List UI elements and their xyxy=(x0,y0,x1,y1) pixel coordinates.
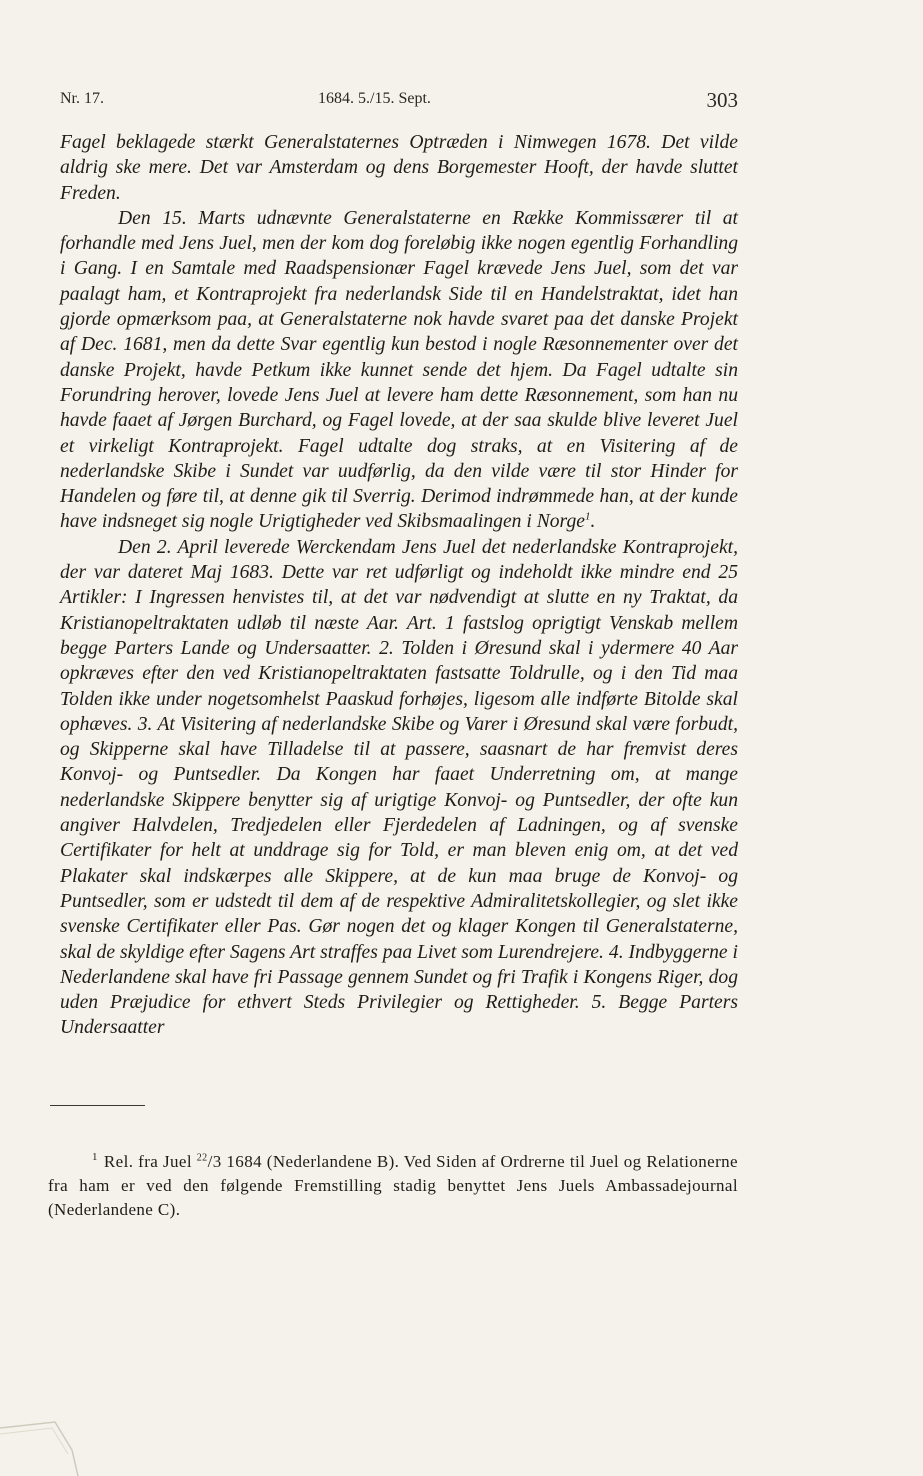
paragraph-2-end: . xyxy=(590,511,596,533)
paragraph-1: Fagel beklagede stærkt Generalstaternes Optræden i Nimwegen 1678. Det vilde aldrig ske mere. Det var Amsterdam og dens Borgemester Hooft, der havde sluttet Freden. xyxy=(60,132,738,204)
header-date: 1684. 5./15. Sept. xyxy=(318,90,431,107)
footnote-reference: 1 xyxy=(584,510,591,523)
main-text xyxy=(60,130,738,1041)
running-header xyxy=(60,90,738,114)
paragraph-2 xyxy=(60,206,738,535)
footnote-text-rest: /3 1684 (Nederlandene B). Ved Siden af Ordrerne til Juel og Relationerne fra ham er ved den følgende Fremstilling stadig benyttet Jens Juels Ambassadejournal (Nederlandene C). xyxy=(48,1152,738,1219)
footnote-marker: 1 xyxy=(92,1151,98,1164)
paragraph-2-text: Den 15. Marts udnævnte Generalstaterne en Række Kommissærer til at forhandle med Jens Juel, men der kom dog foreløbig ikke nogen egentlig Forhandling i Gang. I en Samtale med Raadspensionær Fagel krævede Jens Juel, som det var paalagt ham, et Kontraprojekt fra nederlandsk Side til en Handelstraktat, idet han gjorde opmærksom paa, at Generalstaterne nok havde svaret paa det danske Projekt af Dec. 1681, men da dette Svar egentlig kun bestod i nogle Ræsonnementer over det danske Projekt, havde Petkum ikke kunnet sende det hjem. Da Fagel udtalte sin Forundring herover, lovede Jens Juel at levere ham dette Ræsonnement, som han nu havde faaet af Jørgen Burchard, og Fagel lovede, at der saa skulde blive leveret Juel et virkeligt Kontraprojekt. Fagel udtalte dog straks, at en Visitering af de nederlandske Skibe i Sundet var uudførlig, da den vilde være til stor Hinder for Handelen og føre til, at denne gik til Sverrig. Derimod indrømmede han, at der kunde have indsneget sig nogle Urigtigheder ved Skibsmaalingen i Norge xyxy=(60,207,738,533)
footnote-text-start: Rel. fra Juel xyxy=(103,1152,197,1171)
paragraph-3: Den 2. April leverede Werckendam Jens Juel det nederlandske Kontraprojekt, der var dateret Maj 1683. Dette var ret udførligt og indeholdt ikke mindre end 25 Artikler: I Ingressen henvistes til, at det var nødvendigt at slutte en ny Traktat, da Kristianopeltraktaten udløb til næste Aar. Art. 1 fastslog oprigtigt Venskab mellem begge Parters Lande og Undersaatter. 2. Tolden i Øresund skal i ydermere 40 Aar opkræves efter den ved Kristianopeltraktaten fastsatte Toldrulle, og i den Tid maa Tolden ikke under nogetsomhelst Paaskud forhøjes, ligesom alle indførte Bitolde skal ophæves. 3. At Visitering af nederlandske Skibe og Varer i Øresund skal være forbudt, og Skipperne skal have Tilladelse til at passere, saasnart de har fremvist deres Konvoj- og Puntsedler. Da Kongen har faaet Underretning om, at mange nederlandske Skippere benytter sig af urigtige Konvoj- og Puntsedler, der ofte kun angiver Halvdelen, Tredjedelen eller Fjerdedelen af Ladningen, og af svenske Certifikater for helt at unddrage sig for Told, er man bleven enig om, at det ved Plakater skal indskærpes alle Skippere, at de kun maa bruge de Konvoj- og Puntsedler, som er udstedt til dem af de respektive Admiralitetskollegier, og slet ikke svenske Certifikater eller Pas. Gør nogen det og klager Kongen til Generalstaterne, skal de skyldige efter Sagens Art straffes paa Livet som Lurendrejere. 4. Indbyggerne i Nederlandene skal have fri Passage gennem Sundet og fri Trafik i Kongens Riger, dog uden Præjudice for ethvert Steds Privilegier og Rettigheder. 5. Begge Parters Undersaatter xyxy=(60,536,738,1039)
page-number: 303 xyxy=(706,88,738,112)
page-corner-fold xyxy=(0,1420,80,1476)
footnote-divider xyxy=(50,1105,145,1106)
document-number: Nr. 17. xyxy=(60,90,104,107)
footnote-date-superscript: 22 xyxy=(196,1152,208,1164)
footnote xyxy=(48,1150,738,1222)
